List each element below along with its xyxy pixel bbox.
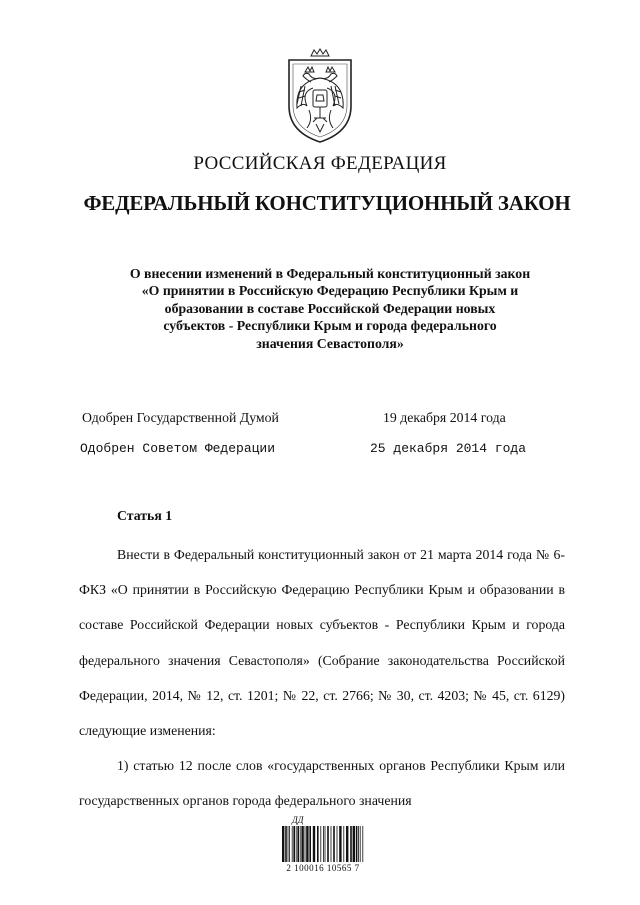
barcode-bar (327, 826, 329, 862)
barcode-bar (333, 826, 335, 862)
barcode-bar (301, 826, 303, 862)
barcode-bar (317, 826, 319, 862)
barcode-bar (282, 826, 284, 862)
barcode-bar (289, 826, 290, 862)
law-type-heading: ФЕДЕРАЛЬНЫЙ КОНСТИТУЦИОННЫЙ ЗАКОН (83, 191, 571, 215)
barcode-bar (331, 826, 332, 862)
law-title-line: «О принятии в Российскую Федерацию Республики Крым и (141, 283, 519, 299)
approval-council-date: 25 декабря 2014 года (370, 441, 527, 456)
coat-of-arms-emblem (283, 48, 357, 144)
barcode-bar (292, 826, 293, 862)
barcode-bar (362, 826, 363, 862)
law-title-line: образовании в составе Российской Федерации новых (164, 300, 496, 316)
article-heading: Статья 1 (117, 508, 173, 523)
barcode-bars (278, 826, 368, 862)
barcode-bar (350, 826, 352, 862)
barcode-bar (300, 826, 301, 862)
barcode-bar (297, 826, 299, 862)
barcode-bar (320, 826, 321, 862)
approval-council-label: Одобрен Советом Федерации (80, 441, 276, 456)
barcode-bar (337, 826, 338, 862)
article-paragraph: Внести в Федеральный конституционный закон от 21 марта 2014 года № 6-ФКЗ «О принятии в Российскую Федерацию Республики Крым и образовании в составе Российской Федерации новых субъектов - Республики Крым и города федерального значения Севастополя» (Собрание законодательства Российской Федерации, 2014, № 12, ст. 1201; № 22, ст. 2766; № 30, ст. 4203; № 45, ст. 6129) следующие изменения: (79, 547, 565, 739)
barcode-bar (343, 826, 344, 862)
law-title-line: субъектов - Республики Крым и города федерального (163, 318, 497, 334)
article-paragraph: 1) статью 12 после слов «государственных органов Республики Крым или государственных органов города федерального значения (79, 758, 565, 809)
barcode-bar (353, 826, 355, 862)
barcode-bar (325, 826, 326, 862)
barcode-bar (360, 826, 361, 862)
barcode-bar (305, 826, 306, 862)
barcode-bar (296, 826, 297, 862)
barcode-bar (288, 826, 289, 862)
law-title-line: О внесении изменений в Федеральный конституционный закон (129, 266, 531, 281)
barcode-number: 2 100016 10565 7 (286, 863, 360, 873)
barcode-bar (285, 826, 287, 862)
barcode-bar (293, 826, 295, 862)
approval-duma-label: Одобрен Государственной Думой (82, 410, 279, 425)
approval-duma-date: 19 декабря 2014 года (383, 410, 506, 425)
barcode-bar (306, 826, 308, 862)
barcode-bar (339, 826, 341, 862)
barcode-bar (356, 826, 358, 862)
article-body (79, 537, 565, 819)
barcode-bar (313, 826, 315, 862)
barcode (278, 815, 368, 875)
barcode-bar (346, 826, 348, 862)
country-name: РОССИЙСКАЯ ФЕДЕРАЦИЯ (193, 153, 447, 174)
barcode-bar (309, 826, 311, 862)
barcode-bar (358, 826, 359, 862)
barcode-bar (323, 826, 324, 862)
law-title-line: значения Севастополя» (256, 335, 404, 351)
barcode-mark: ДД (292, 815, 304, 825)
law-title (90, 265, 570, 352)
